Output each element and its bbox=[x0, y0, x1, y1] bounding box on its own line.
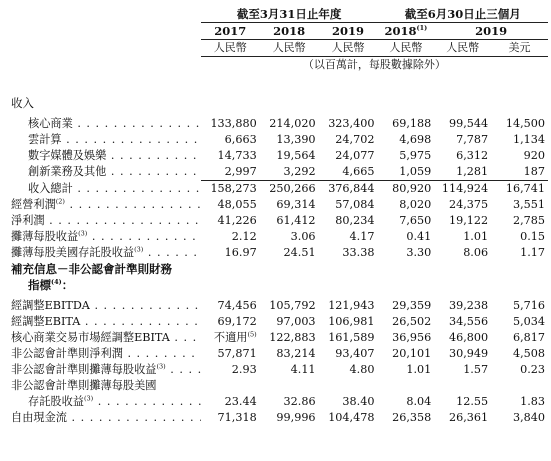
row-value-text: 46,800 bbox=[448, 331, 489, 344]
row-value bbox=[491, 116, 548, 132]
row-value bbox=[377, 229, 434, 245]
row-value bbox=[377, 362, 434, 378]
row-value bbox=[434, 330, 491, 346]
row-value bbox=[434, 229, 491, 245]
row-value-text: 0.41 bbox=[406, 230, 432, 243]
unit-note: （以百萬計，每股數據除外） bbox=[302, 58, 446, 71]
row-value: 38.40 bbox=[342, 395, 375, 408]
row-value-text: 4,698 bbox=[399, 133, 432, 146]
row-value bbox=[201, 164, 260, 181]
year-header-row bbox=[8, 23, 548, 40]
leader-dots bbox=[166, 363, 201, 376]
row-value-text: 19,564 bbox=[276, 149, 316, 162]
row-value-text: 6,817 bbox=[512, 331, 545, 344]
row-value bbox=[260, 314, 319, 330]
currency-header: 人民幣 bbox=[201, 40, 260, 57]
footnote-marker: (3) bbox=[78, 229, 88, 238]
row-value bbox=[377, 330, 434, 346]
row-value-text: 3.06 bbox=[290, 230, 316, 243]
row-value: 12.55 bbox=[456, 395, 489, 408]
row-value-text: 5,975 bbox=[399, 149, 432, 162]
row-label bbox=[8, 346, 201, 362]
table-row bbox=[8, 330, 548, 346]
row-value-text: 4.11 bbox=[290, 363, 316, 376]
row-value bbox=[491, 314, 548, 330]
row-value-text: 2,785 bbox=[512, 214, 545, 227]
row-value bbox=[434, 245, 491, 261]
row-value bbox=[491, 132, 548, 148]
row-value-text: 5,034 bbox=[512, 315, 545, 328]
row-value bbox=[491, 362, 548, 378]
leader-dots bbox=[65, 198, 201, 211]
row-value-text: 71,318 bbox=[217, 411, 257, 424]
row-value-text: 93,407 bbox=[335, 347, 375, 360]
row-value bbox=[491, 245, 548, 261]
row-value bbox=[260, 148, 319, 164]
footnote-marker: (1) bbox=[416, 24, 428, 33]
table-row bbox=[8, 229, 548, 245]
row-value bbox=[201, 298, 260, 314]
row-value bbox=[319, 346, 378, 362]
row-value bbox=[434, 213, 491, 229]
row-value-text: 158,273 bbox=[210, 182, 257, 195]
table-row bbox=[8, 213, 548, 229]
row-value bbox=[434, 410, 491, 426]
row-value bbox=[377, 410, 434, 426]
row-value-text: 26,358 bbox=[392, 411, 432, 424]
leader-dots bbox=[170, 331, 201, 344]
row-value bbox=[201, 245, 260, 261]
row-label bbox=[8, 314, 201, 330]
row-label bbox=[8, 394, 201, 410]
row-value bbox=[260, 181, 319, 198]
row-value-text: 14,733 bbox=[217, 149, 257, 162]
row-value-text: 41,226 bbox=[217, 214, 257, 227]
row-value-text: 1.57 bbox=[463, 363, 489, 376]
row-value bbox=[201, 213, 260, 229]
table-row bbox=[8, 346, 548, 362]
row-label bbox=[8, 330, 201, 346]
row-value-text: 74,456 bbox=[217, 299, 257, 312]
row-value-text: 99,996 bbox=[276, 411, 316, 424]
row-value bbox=[377, 213, 434, 229]
row-value-text: 39,238 bbox=[448, 299, 489, 312]
row-value-text: 1,281 bbox=[456, 165, 489, 178]
leader-dots bbox=[62, 133, 201, 146]
row-label-text: 雲計算 bbox=[28, 133, 62, 146]
row-value bbox=[491, 298, 548, 314]
year-header: 2019 bbox=[319, 23, 378, 40]
row-value-text: 133,880 bbox=[210, 117, 257, 130]
row-value bbox=[201, 132, 260, 148]
row-value bbox=[377, 148, 434, 164]
period-group-header bbox=[8, 6, 548, 23]
row-value bbox=[319, 197, 378, 213]
row-label bbox=[8, 298, 201, 314]
row-value-text: 5,716 bbox=[512, 299, 545, 312]
row-value-text: 57,084 bbox=[335, 198, 375, 211]
row-value bbox=[434, 116, 491, 132]
row-value-text: 1.17 bbox=[520, 246, 545, 259]
leader-dots bbox=[93, 395, 201, 408]
table-row bbox=[8, 378, 548, 394]
year-header-text: 2018 bbox=[384, 24, 417, 38]
row-value bbox=[201, 410, 260, 426]
fiscal-year-group-label: 截至3月31日止年度 bbox=[201, 6, 378, 23]
financial-summary-table bbox=[8, 6, 548, 426]
table-row bbox=[8, 362, 548, 378]
currency-header: 人民幣 bbox=[260, 40, 319, 57]
row-value bbox=[201, 148, 260, 164]
row-value-text: 80,234 bbox=[335, 214, 375, 227]
supplementary-section-label-2 bbox=[8, 277, 201, 293]
row-value bbox=[377, 116, 434, 132]
supplementary-label-tail: ： bbox=[61, 278, 74, 292]
leader-dots bbox=[67, 411, 201, 424]
table-row bbox=[8, 298, 548, 314]
row-value-text: 114,924 bbox=[441, 182, 489, 195]
row-value-text: 80,920 bbox=[392, 182, 432, 195]
leader-dots bbox=[106, 149, 201, 162]
row-value-text: 57,871 bbox=[217, 347, 257, 360]
row-value bbox=[319, 132, 378, 148]
year-header: 2017 bbox=[201, 23, 260, 40]
row-value-text: 6,312 bbox=[456, 149, 489, 162]
row-label bbox=[8, 229, 201, 245]
year-header: 2018 bbox=[260, 23, 319, 40]
row-value-text: 61,412 bbox=[276, 214, 316, 227]
row-value-text: 4,508 bbox=[512, 347, 545, 360]
row-value bbox=[434, 362, 491, 378]
row-value-text: 920 bbox=[523, 149, 545, 162]
row-value-text: 0.15 bbox=[520, 230, 545, 243]
row-value bbox=[319, 116, 378, 132]
row-value-text: 214,020 bbox=[269, 117, 316, 130]
row-value-text: 不適用 bbox=[213, 331, 248, 344]
row-value-text: 161,589 bbox=[328, 331, 375, 344]
row-value-text: 7,650 bbox=[399, 214, 432, 227]
row-label: 非公認會計準則攤薄每股美國 bbox=[11, 379, 157, 392]
table-row bbox=[8, 314, 548, 330]
row-value-text: 83,214 bbox=[276, 347, 316, 360]
quarter-group-label: 截至6月30日止三個月 bbox=[377, 6, 548, 23]
row-value bbox=[377, 245, 434, 261]
row-label bbox=[8, 362, 201, 378]
row-value bbox=[377, 346, 434, 362]
currency-header: 人民幣 bbox=[377, 40, 434, 57]
row-value-text: 250,266 bbox=[269, 182, 316, 195]
table-row bbox=[8, 410, 548, 426]
row-value-text: 2.93 bbox=[231, 363, 257, 376]
footnote-marker: (4) bbox=[51, 278, 62, 287]
row-value bbox=[260, 346, 319, 362]
row-label-text: 攤薄每股收益 bbox=[11, 230, 79, 243]
row-value bbox=[201, 197, 260, 213]
row-value bbox=[491, 229, 548, 245]
row-value bbox=[434, 197, 491, 213]
row-value-text: 97,003 bbox=[276, 315, 316, 328]
row-value: 1.83 bbox=[520, 395, 545, 408]
revenue-section-label: 收入 bbox=[11, 96, 34, 110]
leader-dots bbox=[143, 246, 201, 259]
row-value bbox=[434, 298, 491, 314]
table-row bbox=[8, 132, 548, 148]
row-value-text: 19,122 bbox=[448, 214, 489, 227]
row-label bbox=[8, 116, 201, 132]
leader-dots bbox=[123, 347, 201, 360]
row-label-text: 非公認會計準則淨利潤 bbox=[11, 347, 123, 360]
row-value bbox=[491, 213, 548, 229]
row-value-text: 1,059 bbox=[399, 165, 432, 178]
row-value bbox=[491, 410, 548, 426]
row-label-text: 自由現金流 bbox=[11, 411, 67, 424]
supplementary-section-label: 補充信息－非公認會計準則財務 bbox=[11, 262, 172, 276]
row-value-text: 24,077 bbox=[335, 149, 375, 162]
table-row bbox=[8, 197, 548, 213]
row-label-text: 創新業務及其他 bbox=[28, 165, 107, 179]
row-value bbox=[491, 330, 548, 346]
row-label bbox=[8, 148, 201, 164]
row-label-text: 收入總計 bbox=[28, 181, 73, 195]
row-value bbox=[319, 181, 378, 198]
row-value bbox=[319, 245, 378, 261]
row-value bbox=[377, 197, 434, 213]
row-value bbox=[319, 148, 378, 164]
currency-header: 人民幣 bbox=[319, 40, 378, 57]
row-value-text: 24,702 bbox=[335, 133, 375, 146]
row-value-text: 6,663 bbox=[224, 133, 257, 146]
table-row bbox=[8, 164, 548, 181]
revenue-rows bbox=[8, 116, 548, 261]
row-value bbox=[434, 314, 491, 330]
leader-dots bbox=[73, 117, 201, 130]
row-label bbox=[8, 245, 201, 261]
row-value: 8.04 bbox=[406, 395, 432, 408]
row-value-text: 69,172 bbox=[217, 315, 257, 328]
row-value-text: 1.01 bbox=[463, 230, 489, 243]
row-value bbox=[319, 164, 378, 181]
row-value-text: 122,883 bbox=[269, 331, 316, 344]
row-value bbox=[260, 362, 319, 378]
row-value bbox=[434, 164, 491, 181]
cashflow-rows bbox=[8, 410, 548, 426]
row-value-text: 24,375 bbox=[448, 198, 489, 211]
row-label bbox=[8, 197, 201, 213]
footnote-marker: (3) bbox=[83, 394, 94, 403]
currency-header: 人民幣 bbox=[434, 40, 491, 57]
row-label-text: 存託股收益 bbox=[28, 395, 84, 408]
row-value bbox=[260, 197, 319, 213]
row-value-text: 8.06 bbox=[463, 246, 489, 259]
row-value-text: 121,943 bbox=[328, 299, 375, 312]
leader-dots bbox=[80, 315, 201, 328]
row-value bbox=[377, 181, 434, 198]
row-value: 32.86 bbox=[283, 395, 316, 408]
row-value-text: 1.01 bbox=[406, 363, 432, 376]
row-label-text: 核心商業交易市場經調整EBITA bbox=[11, 331, 170, 344]
row-value-text: 3,551 bbox=[512, 198, 545, 211]
row-label bbox=[8, 181, 201, 198]
row-value-text: 187 bbox=[523, 165, 545, 178]
row-value bbox=[201, 229, 260, 245]
footnote-marker: (2) bbox=[55, 197, 65, 206]
row-value bbox=[260, 330, 319, 346]
row-label bbox=[8, 164, 201, 181]
row-value bbox=[201, 330, 260, 346]
row-value-text: 3,840 bbox=[512, 411, 545, 424]
table-row bbox=[8, 181, 548, 198]
row-value-text: 99,544 bbox=[448, 117, 489, 130]
row-value-text: 3.30 bbox=[406, 246, 432, 259]
row-value bbox=[491, 197, 548, 213]
row-value-text: 30,949 bbox=[448, 347, 489, 360]
row-label-text: 非公認會計準則攤薄每股收益 bbox=[11, 363, 157, 376]
row-value bbox=[319, 410, 378, 426]
row-value-text: 2.12 bbox=[231, 230, 257, 243]
leader-dots bbox=[45, 214, 201, 227]
row-label-text: 經調整EBITA bbox=[11, 315, 81, 328]
row-value-text: 2,997 bbox=[224, 165, 257, 178]
row-value-text: 7,787 bbox=[456, 133, 489, 146]
row-value-text: 376,844 bbox=[328, 182, 375, 195]
row-label-text: 攤薄每股美國存託股收益 bbox=[11, 246, 135, 259]
row-label-text: 經調整EBITDA bbox=[11, 299, 90, 312]
row-value bbox=[201, 116, 260, 132]
row-value-text: 3,292 bbox=[283, 165, 316, 178]
year-header: 2019 bbox=[434, 23, 548, 40]
row-value-text: 48,055 bbox=[217, 198, 257, 211]
row-value-text: 26,361 bbox=[448, 411, 489, 424]
row-value bbox=[260, 116, 319, 132]
row-value-text: 69,188 bbox=[392, 117, 432, 130]
row-value bbox=[491, 181, 548, 198]
row-value bbox=[319, 229, 378, 245]
table-row bbox=[8, 148, 548, 164]
row-label-text: 淨利潤 bbox=[11, 214, 45, 227]
row-label bbox=[8, 410, 201, 426]
row-value bbox=[260, 164, 319, 181]
row-value bbox=[377, 164, 434, 181]
row-value: 23.44 bbox=[224, 395, 257, 408]
row-value-text: 69,314 bbox=[276, 198, 316, 211]
row-value bbox=[319, 362, 378, 378]
row-value bbox=[260, 245, 319, 261]
row-value bbox=[201, 362, 260, 378]
row-value bbox=[319, 213, 378, 229]
row-value-text: 8,020 bbox=[399, 198, 432, 211]
row-value bbox=[434, 148, 491, 164]
leader-dots bbox=[73, 182, 201, 195]
table-row bbox=[8, 394, 548, 410]
row-value-text: 14,500 bbox=[505, 117, 545, 130]
row-value-text: 34,556 bbox=[448, 315, 489, 328]
row-value bbox=[201, 181, 260, 198]
row-label-text: 核心商業 bbox=[28, 117, 73, 130]
row-value-text: 26,502 bbox=[392, 315, 432, 328]
row-value-text: 13,390 bbox=[276, 133, 316, 146]
row-value bbox=[260, 132, 319, 148]
row-value bbox=[260, 213, 319, 229]
supplementary-section-row bbox=[8, 261, 548, 277]
row-value-text: 4,665 bbox=[342, 165, 375, 178]
row-value bbox=[491, 164, 548, 181]
year-header bbox=[377, 23, 434, 40]
row-label bbox=[8, 213, 201, 229]
row-value bbox=[260, 410, 319, 426]
row-value-text: 323,400 bbox=[328, 117, 375, 130]
row-value bbox=[319, 298, 378, 314]
row-value bbox=[434, 132, 491, 148]
footnote-marker: (3) bbox=[156, 362, 166, 371]
row-value-text: 29,359 bbox=[392, 299, 432, 312]
row-value-text: 24.51 bbox=[283, 246, 316, 259]
row-label bbox=[8, 132, 201, 148]
row-value bbox=[491, 346, 548, 362]
row-value-text: 106,981 bbox=[328, 315, 375, 328]
row-value-text: 16.97 bbox=[224, 246, 257, 259]
row-value bbox=[319, 330, 378, 346]
row-value bbox=[201, 346, 260, 362]
row-value-text: 33.38 bbox=[342, 246, 375, 259]
non-gaap-rows bbox=[8, 298, 548, 378]
row-value-text: 16,741 bbox=[505, 182, 545, 195]
row-value-text: 105,792 bbox=[269, 299, 316, 312]
row-label-text: 經營利潤 bbox=[11, 198, 56, 211]
row-value bbox=[377, 314, 434, 330]
currency-header-row bbox=[8, 40, 548, 57]
row-value bbox=[377, 298, 434, 314]
supplementary-label-text: 指標 bbox=[28, 278, 51, 292]
leader-dots bbox=[90, 299, 201, 312]
row-value bbox=[377, 132, 434, 148]
row-value-text: 20,101 bbox=[392, 347, 432, 360]
row-value-text: 4.17 bbox=[349, 230, 375, 243]
row-value bbox=[201, 314, 260, 330]
table-row bbox=[8, 116, 548, 132]
row-value bbox=[434, 181, 491, 198]
row-value-text: 36,956 bbox=[392, 331, 432, 344]
revenue-section-row bbox=[8, 95, 548, 111]
row-value-text: 4.80 bbox=[349, 363, 375, 376]
unit-note-row bbox=[8, 57, 548, 74]
row-value-text: 0.23 bbox=[520, 363, 545, 376]
row-value bbox=[260, 229, 319, 245]
footnote-marker: (5) bbox=[247, 330, 257, 339]
row-value-text: 1,134 bbox=[512, 133, 545, 146]
row-value-text: 104,478 bbox=[328, 411, 375, 424]
footnote-marker: (3) bbox=[134, 245, 144, 254]
leader-dots bbox=[106, 165, 201, 178]
table-row bbox=[8, 245, 548, 261]
currency-header: 美元 bbox=[491, 40, 548, 57]
row-value bbox=[434, 346, 491, 362]
row-value bbox=[260, 298, 319, 314]
leader-dots bbox=[87, 230, 200, 243]
supplementary-section-row-2 bbox=[8, 277, 548, 293]
row-label-text: 數字媒體及娛樂 bbox=[28, 149, 107, 162]
row-value bbox=[491, 148, 548, 164]
row-value bbox=[319, 314, 378, 330]
